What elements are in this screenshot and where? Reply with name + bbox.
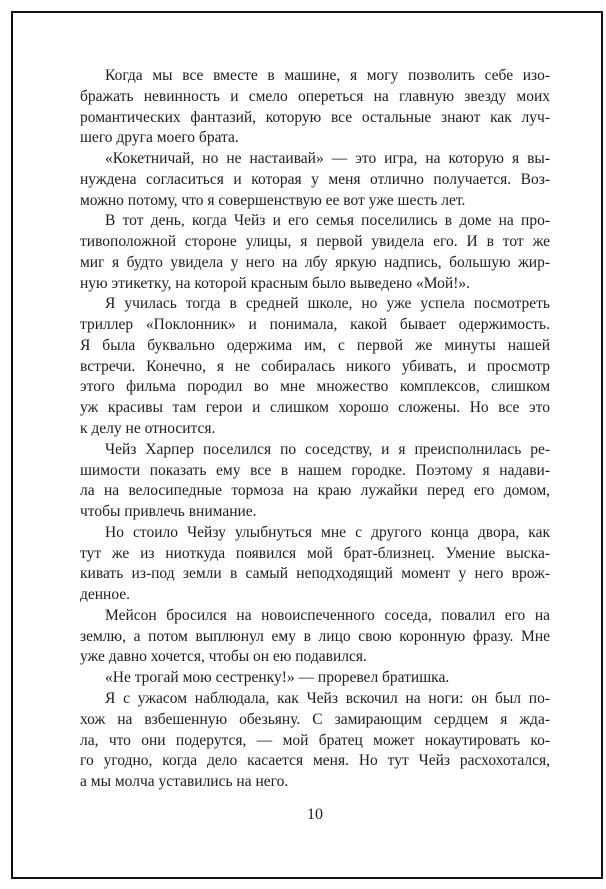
text-line: триллер «Поклонник» и понимала, какой бывает одержимость. [80, 316, 550, 334]
text-line: хож на взбешенную обезьяну. С замирающим сердцем я жда- [80, 710, 550, 728]
text-line: тивоположной стороне улицы, я первой увидела его. И в тот же [80, 233, 550, 251]
paragraph [80, 606, 550, 668]
paragraph [80, 294, 550, 439]
text-line: миг я будто увидела у него на лбу яркую надпись, большую жир- [80, 253, 550, 271]
text-line: уж красивы там герои и слишком хорошо сложены. Но все это [80, 399, 550, 417]
text-line: В тот день, когда Чейз и его семья поселились в доме на про- [105, 212, 550, 230]
text-line: Чейз Харпер поселился по соседству, и я преисполнилась ре- [105, 440, 550, 458]
text-line: Я с ужасом наблюдала, как Чейз вскочил на ноги: он был по- [105, 689, 550, 707]
text-line: Мейсон бросился на новоиспеченного соседа, повалил его на [105, 606, 550, 624]
text-line: землю, а потом выплюнул ему в лицо свою коронную фразу. Мне [80, 627, 550, 645]
text-line: шимости показать ему все в нашем городке. Поэтому я надави- [80, 461, 550, 479]
text-line: Я была буквально одержима им, с первой же минуты нашей [80, 336, 550, 354]
text-line: этого фильма породил во мне множество комплексов, слишком [80, 378, 550, 396]
text-line: Но стоило Чейзу улыбнуться мне с другого конца двора, как [105, 523, 550, 541]
text-line: бражать невинность и смело опереться на главную звезду моих [80, 87, 550, 105]
paragraph [80, 668, 550, 689]
text-line: шего друга моего брата. [80, 129, 239, 147]
paragraph [80, 523, 550, 606]
text-line: денное. [80, 586, 131, 604]
text-line: ла на велосипедные тормоза на краю лужайки перед его домом, [80, 482, 550, 500]
text-line: «Не трогай мою сестренку!» — проревел братишка. [105, 669, 450, 687]
text-line: кивать из-под земли в самый неподходящий момент у него врож- [80, 565, 550, 583]
text-line: ную этикетку, на которой красным было выведено «Мой!». [80, 274, 470, 292]
text-line: ла, что они подерутся, — мой братец может нокаутировать ко- [80, 731, 550, 749]
text-line: «Кокетничай, но не настаивай» — это игра, на которую я вы- [105, 150, 550, 168]
paragraph [80, 149, 550, 211]
paragraph [80, 211, 550, 294]
text-line: к делу не относится. [80, 420, 216, 438]
text-line: Я училась тогда в средней школе, но уже успела посмотреть [105, 295, 550, 313]
text-line: уже давно хочется, чтобы он ею подавился. [80, 648, 367, 666]
text-line: Когда мы все вместе в машине, я могу позволить себе изо- [105, 67, 550, 84]
text-line: тут же из ниоткуда появился мой брат-близнец. Умение выска- [80, 544, 550, 562]
text-line: чтобы привлечь внимание. [80, 503, 257, 521]
page-number: 10 [307, 806, 323, 823]
paragraph [80, 689, 550, 793]
text-line: романтических фантазий, которую все остальные знают как луч- [80, 108, 550, 126]
paragraph [80, 440, 550, 523]
page-text [80, 66, 550, 793]
text-line: встречи. Конечно, я не собиралась никого убивать, и просмотр [80, 357, 550, 375]
text-line: можно потому, что я совершенствую ее вот уже шесть лет. [80, 191, 466, 209]
text-line: а мы молча уставились на него. [80, 773, 289, 791]
text-line: го угодно, когда дело касается меня. Но тут Чейз расхохотался, [80, 752, 550, 770]
paragraph [80, 66, 550, 149]
text-line: нуждена согласиться и которая у меня отлично получается. Воз- [80, 170, 550, 188]
